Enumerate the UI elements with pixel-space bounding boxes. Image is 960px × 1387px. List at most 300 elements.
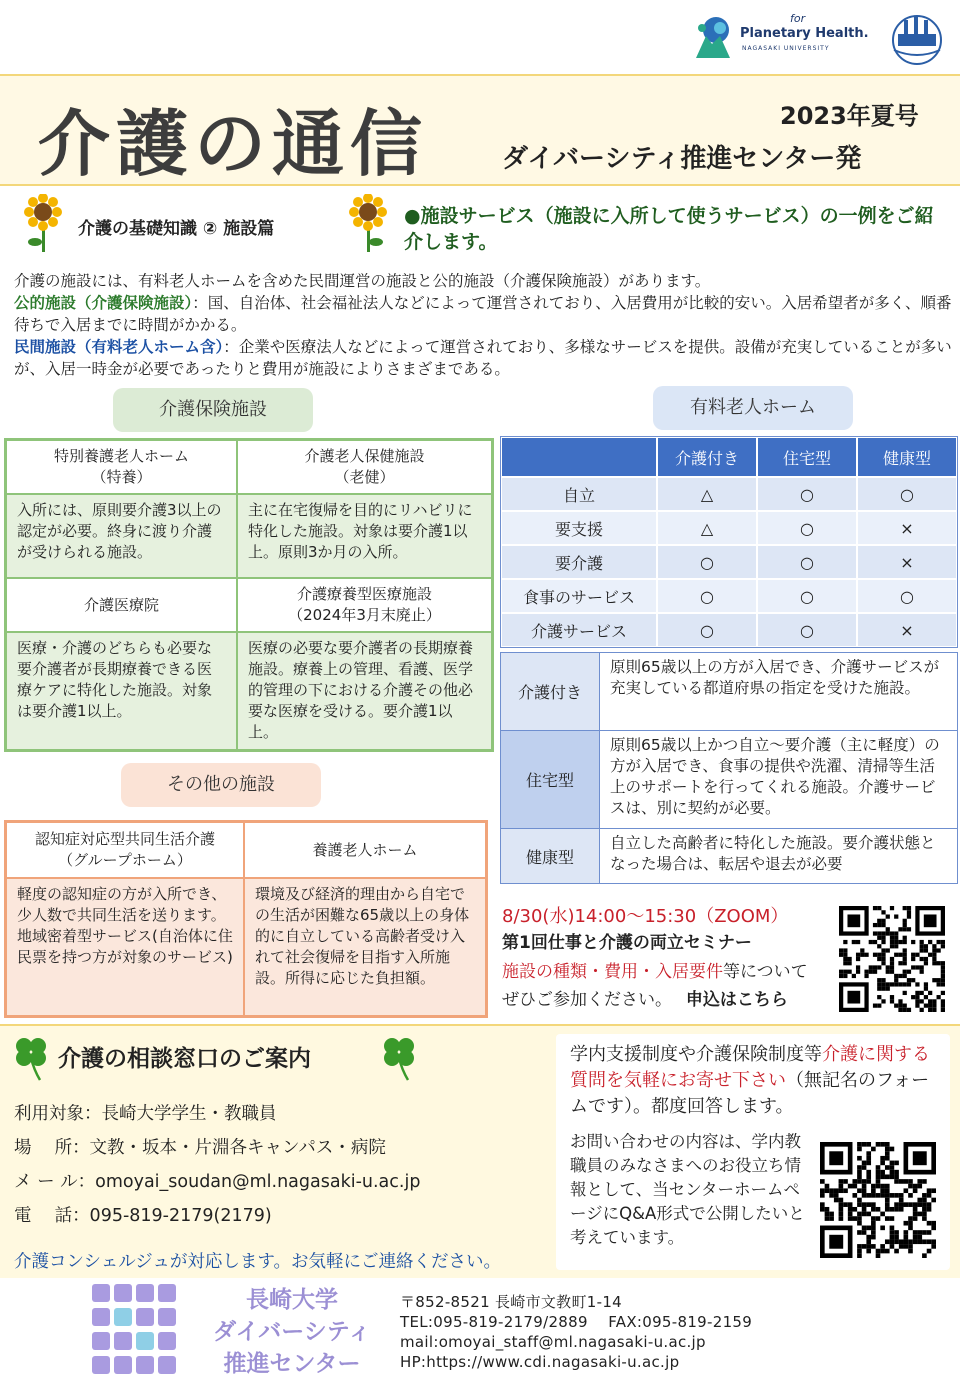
qr-module	[894, 953, 898, 957]
question-note: お問い合わせの内容は、学内教職員のみなさまへのお役立ち情報として、当センターホームページにQ&A形式で公開したいと考えています。	[570, 1132, 805, 1247]
desc-label: 介護付き	[501, 653, 599, 731]
qr-module	[885, 1202, 890, 1207]
qr-module	[864, 970, 868, 974]
qr-module	[924, 948, 928, 952]
facility-body: 医療の必要な要介護者の長期療養施設。療養上の管理、看護、医学的管理の下における介護その他必要な医療を受ける。要介護1以上。	[237, 632, 492, 750]
homepage-link[interactable]: HP:https://www.cdi.nagasaki-u.ac.jp	[400, 1353, 680, 1371]
qr-module	[927, 1188, 932, 1193]
qr-module	[864, 953, 868, 957]
qr-module	[894, 1202, 899, 1207]
qr-module	[908, 1226, 913, 1231]
qr-module	[839, 1184, 844, 1189]
facility-body: 医療・介護のどちらも必要な要介護者が長期療養できる医療ケアに特化した施設。対象は要介護1以上。	[6, 632, 237, 750]
qr-module	[931, 1188, 936, 1193]
qr-module	[860, 948, 864, 952]
qr-module	[894, 914, 898, 918]
qr-module	[886, 965, 890, 969]
qr-module	[880, 1142, 885, 1147]
facility-header: 介護療養型医療施設 （2024年3月末廃止）	[237, 578, 492, 632]
qr-module	[877, 957, 881, 961]
qr-module	[857, 1179, 862, 1184]
ph-for-text: for	[790, 12, 806, 25]
desc-text: 自立した高齢者に特化した施設。要介護状態となった場合は、転居や退去が必要	[599, 829, 957, 883]
qr-module	[890, 936, 894, 940]
qr-module	[917, 1198, 922, 1203]
qr-module	[890, 1193, 895, 1198]
qr-module	[848, 1207, 853, 1212]
qr-module	[941, 940, 945, 944]
qr-finder	[924, 914, 937, 927]
qr-module	[820, 1193, 825, 1198]
qr-module	[908, 1221, 913, 1226]
qr-module	[862, 1184, 867, 1189]
qr-module	[873, 1004, 877, 1008]
qr-module	[834, 1188, 839, 1193]
qr-module	[862, 1244, 867, 1249]
facility-header: 介護老人保健施設 （老健）	[237, 440, 492, 494]
qr-module	[894, 1207, 899, 1212]
qr-module	[886, 927, 890, 931]
qr-module	[881, 961, 885, 965]
qr-module	[890, 1174, 895, 1179]
qr-module	[839, 974, 843, 978]
qr-module	[885, 1165, 890, 1170]
qr-module	[894, 940, 898, 944]
qr-module	[877, 923, 881, 927]
qr-module	[876, 1193, 881, 1198]
qr-module	[857, 1230, 862, 1235]
qr-module	[829, 1212, 834, 1217]
qr-module	[915, 995, 919, 999]
row-label: 介護サービス	[501, 613, 657, 647]
qr-module	[862, 1230, 867, 1235]
qr-module	[899, 1179, 904, 1184]
publisher-label: ダイバーシティ推進センター発	[502, 144, 862, 174]
qr-module	[885, 1207, 890, 1212]
qr-module	[908, 1239, 913, 1244]
qr-module	[898, 940, 902, 944]
qr-module	[931, 1221, 936, 1226]
qr-module	[847, 961, 851, 965]
qr-module	[890, 970, 894, 974]
qr-module	[904, 1179, 909, 1184]
table-cell: ○	[657, 579, 757, 613]
qr-module	[913, 1216, 918, 1221]
qr-module	[894, 1170, 899, 1175]
qr-module	[866, 1235, 871, 1240]
qr-module	[839, 1188, 844, 1193]
qr-module	[869, 940, 873, 944]
intro-line: 介護の施設には、有料老人ホームを含めた民間運営の施設と公的施設（介護保険施設）があります。	[14, 272, 711, 290]
yuryo-comparison-table	[500, 436, 958, 648]
qr-module	[825, 1212, 830, 1217]
qr-module	[899, 1198, 904, 1203]
qr-module	[871, 1235, 876, 1240]
qr-module	[873, 965, 877, 969]
sunflower-icon	[23, 194, 63, 252]
qr-module	[920, 965, 924, 969]
qr-module	[829, 1188, 834, 1193]
qr-module	[931, 1226, 936, 1231]
qr-module	[843, 1188, 848, 1193]
qr-module	[857, 1202, 862, 1207]
qr-module	[903, 923, 907, 927]
qr-module	[890, 961, 894, 965]
qr-module	[873, 940, 877, 944]
qr-module	[928, 1008, 932, 1012]
table-cell: ×	[857, 511, 957, 545]
postal-address: 〒852-8521 長崎市文教町1-14	[400, 1293, 623, 1311]
qr-module	[862, 1142, 867, 1147]
kaigo-hoken-heading: 介護保険施設	[113, 388, 313, 432]
table-header-cell	[501, 437, 657, 477]
qr-module	[839, 1216, 844, 1221]
seminar-qr-code[interactable]	[838, 906, 946, 1012]
desc-label: 健康型	[501, 829, 599, 883]
qr-module	[871, 1202, 876, 1207]
qr-module	[843, 940, 847, 944]
qr-module	[898, 999, 902, 1003]
qr-module	[903, 940, 907, 944]
qr-module	[915, 991, 919, 995]
facility-body: 入所には、原則要介護3以上の認定が必要。終身に渡り介護が受けられる施設。	[6, 494, 237, 578]
qr-module	[848, 1216, 853, 1221]
qr-module	[907, 910, 911, 914]
qr-module	[890, 965, 894, 969]
table-header-cell: 住宅型	[757, 437, 857, 477]
qr-module	[856, 965, 860, 969]
qr-module	[941, 970, 945, 974]
qr-module	[857, 1253, 862, 1258]
qr-module	[937, 978, 941, 982]
row-label: 要介護	[501, 545, 657, 579]
qr-module	[911, 965, 915, 969]
qr-module	[917, 1212, 922, 1217]
qr-module	[907, 970, 911, 974]
table-cell: ×	[857, 545, 957, 579]
qr-module	[907, 978, 911, 982]
qr-module	[927, 1230, 932, 1235]
qr-module	[885, 1239, 890, 1244]
qr-module	[911, 978, 915, 982]
seminar-title: 第1回仕事と介護の両立セミナー	[502, 933, 752, 953]
table-header-cell: 介護付き	[657, 437, 757, 477]
qr-module	[885, 1216, 890, 1221]
qr-module	[913, 1239, 918, 1244]
staff-mail[interactable]: mail:omoyai_staff@ml.nagasaki-u.ac.jp	[400, 1333, 706, 1351]
qr-module	[890, 940, 894, 944]
qr-module	[881, 936, 885, 940]
qr-module	[941, 965, 945, 969]
qr-module	[877, 987, 881, 991]
qr-module	[941, 974, 945, 978]
qr-module	[894, 1230, 899, 1235]
qr-module	[876, 1207, 881, 1212]
qr-module	[843, 974, 847, 978]
qr-module	[862, 1193, 867, 1198]
ph-name: Planetary Health.	[740, 26, 869, 41]
qr-module	[866, 1151, 871, 1156]
qr-module	[922, 1253, 927, 1258]
qr-module	[877, 919, 881, 923]
qr-module	[866, 1212, 871, 1217]
qr-module	[860, 953, 864, 957]
facility-header: 特別養護老人ホーム （特養）	[6, 440, 237, 494]
qr-module	[920, 957, 924, 961]
qr-module	[885, 1249, 890, 1254]
qr-module	[908, 1193, 913, 1198]
qr-module	[927, 1249, 932, 1254]
table-cell: △	[657, 477, 757, 511]
qr-finder	[847, 914, 860, 927]
qr-module	[881, 948, 885, 952]
qr-module	[880, 1193, 885, 1198]
qr-module	[839, 953, 843, 957]
qr-module	[857, 1165, 862, 1170]
qr-module	[885, 1174, 890, 1179]
qr-module	[862, 1202, 867, 1207]
qr-module	[862, 1165, 867, 1170]
qr-module	[839, 1202, 844, 1207]
qr-module	[890, 1216, 895, 1221]
sunflower-icon	[348, 194, 388, 252]
qr-module	[931, 1198, 936, 1203]
qr-module	[890, 1147, 895, 1152]
qr-module	[862, 1212, 867, 1217]
qr-module	[871, 1188, 876, 1193]
qr-module	[873, 923, 877, 927]
qr-module	[877, 931, 881, 935]
qr-module	[877, 906, 881, 910]
qr-module	[911, 953, 915, 957]
qr-module	[907, 1008, 911, 1012]
qr-module	[904, 1230, 909, 1235]
qr-module	[908, 1216, 913, 1221]
qr-module	[890, 1230, 895, 1235]
qr-module	[871, 1244, 876, 1249]
qr-module	[908, 1202, 913, 1207]
qr-module	[839, 970, 843, 974]
consult-mail[interactable]: メ ー ル：omoyai_soudan@ml.nagasaki-u.ac.jp	[14, 1172, 421, 1192]
table-cell: ○	[757, 545, 857, 579]
qr-module	[881, 987, 885, 991]
qr-module	[894, 944, 898, 948]
qr-module	[941, 961, 945, 965]
qr-module	[869, 965, 873, 969]
qr-module	[880, 1188, 885, 1193]
qr-module	[843, 970, 847, 974]
qr-module	[903, 948, 907, 952]
qr-module	[899, 1207, 904, 1212]
qr-module	[932, 1008, 936, 1012]
qr-module	[920, 1008, 924, 1012]
qr-module	[941, 944, 945, 948]
qr-module	[869, 970, 873, 974]
qr-module	[894, 1179, 899, 1184]
qr-module	[903, 1008, 907, 1012]
qr-module	[876, 1253, 881, 1258]
question-form-qr-code[interactable]	[820, 1142, 936, 1258]
qr-module	[862, 1161, 867, 1166]
yuryo-heading: 有料老人ホーム	[653, 386, 853, 430]
qr-module	[899, 1193, 904, 1198]
qr-module	[894, 1249, 899, 1254]
qr-module	[871, 1193, 876, 1198]
qr-module	[894, 978, 898, 982]
table-cell: ○	[757, 579, 857, 613]
qr-module	[924, 944, 928, 948]
qr-module	[907, 927, 911, 931]
qr-module	[908, 1179, 913, 1184]
sonota-table	[4, 820, 488, 1018]
qr-module	[852, 1216, 857, 1221]
qr-module	[931, 1239, 936, 1244]
qr-module	[913, 1230, 918, 1235]
qr-module	[880, 1161, 885, 1166]
qr-module	[876, 1170, 881, 1175]
qr-module	[857, 1216, 862, 1221]
qr-module	[834, 1193, 839, 1198]
planetary-health-logo	[690, 12, 870, 62]
qr-module	[932, 948, 936, 952]
qr-module	[857, 1174, 862, 1179]
qr-module	[907, 914, 911, 918]
qr-module	[907, 906, 911, 910]
qr-module	[881, 919, 885, 923]
qr-module	[915, 953, 919, 957]
qr-module	[843, 953, 847, 957]
qr-module	[877, 936, 881, 940]
qr-module	[931, 1244, 936, 1249]
qr-module	[890, 1161, 895, 1166]
qr-module	[899, 1239, 904, 1244]
qr-module	[843, 961, 847, 965]
qr-module	[862, 1179, 867, 1184]
qr-module	[866, 1161, 871, 1166]
qr-module	[894, 931, 898, 935]
qr-module	[898, 927, 902, 931]
qr-module	[857, 1142, 862, 1147]
qr-module	[857, 1170, 862, 1175]
qr-module	[890, 982, 894, 986]
qr-module	[898, 1004, 902, 1008]
qr-module	[876, 1142, 881, 1147]
private-label: 民間施設（有料老人ホーム含）	[14, 338, 224, 356]
qr-module	[881, 957, 885, 961]
qr-module	[820, 1188, 825, 1193]
qr-module	[886, 970, 890, 974]
qr-module	[890, 931, 894, 935]
desc-label: 住宅型	[501, 731, 599, 829]
qr-module	[922, 1202, 927, 1207]
qr-module	[857, 1188, 862, 1193]
qr-finder	[829, 1151, 843, 1165]
consult-target: 利用対象：長崎大学学生・教職員	[14, 1104, 277, 1124]
qr-module	[890, 1207, 895, 1212]
qr-module	[941, 978, 945, 982]
qr-module	[862, 1226, 867, 1231]
qr-module	[876, 1184, 881, 1189]
qr-module	[903, 974, 907, 978]
qr-module	[856, 940, 860, 944]
qr-module	[903, 953, 907, 957]
desc-text: 原則65歳以上の方が入居でき、介護サービスが充実している都道府県の指定を受けた施設。	[599, 653, 957, 731]
qr-module	[937, 940, 941, 944]
desc-text: 原則65歳以上かつ自立～要介護（主に軽度）の方が入居でき、食事の提供や洗濯、清掃等生活上のサポートを行ってくれる施設。介護サービスは、別に契約が必要。	[599, 731, 957, 829]
qr-module	[866, 1239, 871, 1244]
qr-module	[915, 999, 919, 1003]
qr-module	[843, 957, 847, 961]
qr-module	[885, 1142, 890, 1147]
qr-module	[866, 1202, 871, 1207]
qr-module	[890, 999, 894, 1003]
qr-module	[852, 1179, 857, 1184]
qr-module	[873, 970, 877, 974]
qr-module	[924, 987, 928, 991]
public-facility-text	[14, 292, 954, 336]
consult-title: 介護の相談窓口のご案内	[58, 1046, 311, 1072]
facility-header: 養護老人ホーム	[244, 822, 486, 878]
qr-module	[880, 1249, 885, 1254]
qr-module	[857, 1244, 862, 1249]
qr-module	[927, 1221, 932, 1226]
qr-module	[877, 978, 881, 982]
seminar-apply-link[interactable]: 申込はこちら	[685, 990, 788, 1010]
qr-module	[857, 1212, 862, 1217]
qr-module	[898, 1008, 902, 1012]
diversity-center-logo	[92, 1284, 178, 1376]
qr-module	[834, 1198, 839, 1203]
qr-module	[903, 927, 907, 931]
qr-module	[866, 1193, 871, 1198]
qr-module	[857, 1147, 862, 1152]
table-cell: △	[657, 511, 757, 545]
university-emblem-icon	[884, 10, 950, 66]
qr-module	[922, 1193, 927, 1198]
qr-module	[885, 1147, 890, 1152]
qr-module	[922, 1198, 927, 1203]
qr-module	[866, 1142, 871, 1147]
qr-module	[920, 970, 924, 974]
qr-module	[904, 1202, 909, 1207]
qr-module	[881, 982, 885, 986]
qr-module	[932, 953, 936, 957]
qr-module	[871, 1230, 876, 1235]
qr-module	[920, 999, 924, 1003]
seminar-datetime: 8/30(水)14:00～15:30（ZOOM）	[502, 906, 789, 927]
qr-module	[886, 931, 890, 935]
facility-header: 認知症対応型共同生活介護 （グループホーム）	[6, 822, 244, 878]
qr-module	[932, 978, 936, 982]
qr-module	[839, 1207, 844, 1212]
qr-module	[880, 1212, 885, 1217]
table-cell: ○	[757, 477, 857, 511]
qr-module	[903, 982, 907, 986]
qr-module	[885, 1198, 890, 1203]
qr-module	[873, 906, 877, 910]
qr-module	[908, 1249, 913, 1254]
qr-module	[876, 1174, 881, 1179]
qr-module	[871, 1221, 876, 1226]
qr-module	[876, 1249, 881, 1254]
qr-module	[877, 995, 881, 999]
qr-module	[886, 982, 890, 986]
qr-module	[911, 957, 915, 961]
qr-module	[866, 1249, 871, 1254]
row-label: 食事のサービス	[501, 579, 657, 613]
public-desc: ：国、自治体、社会福祉法人などによって運営されており、入居費用が比較的安い。入居希望者が多く、順番待ちで入居までに時間がかかる。	[14, 294, 952, 334]
qr-module	[885, 1151, 890, 1156]
